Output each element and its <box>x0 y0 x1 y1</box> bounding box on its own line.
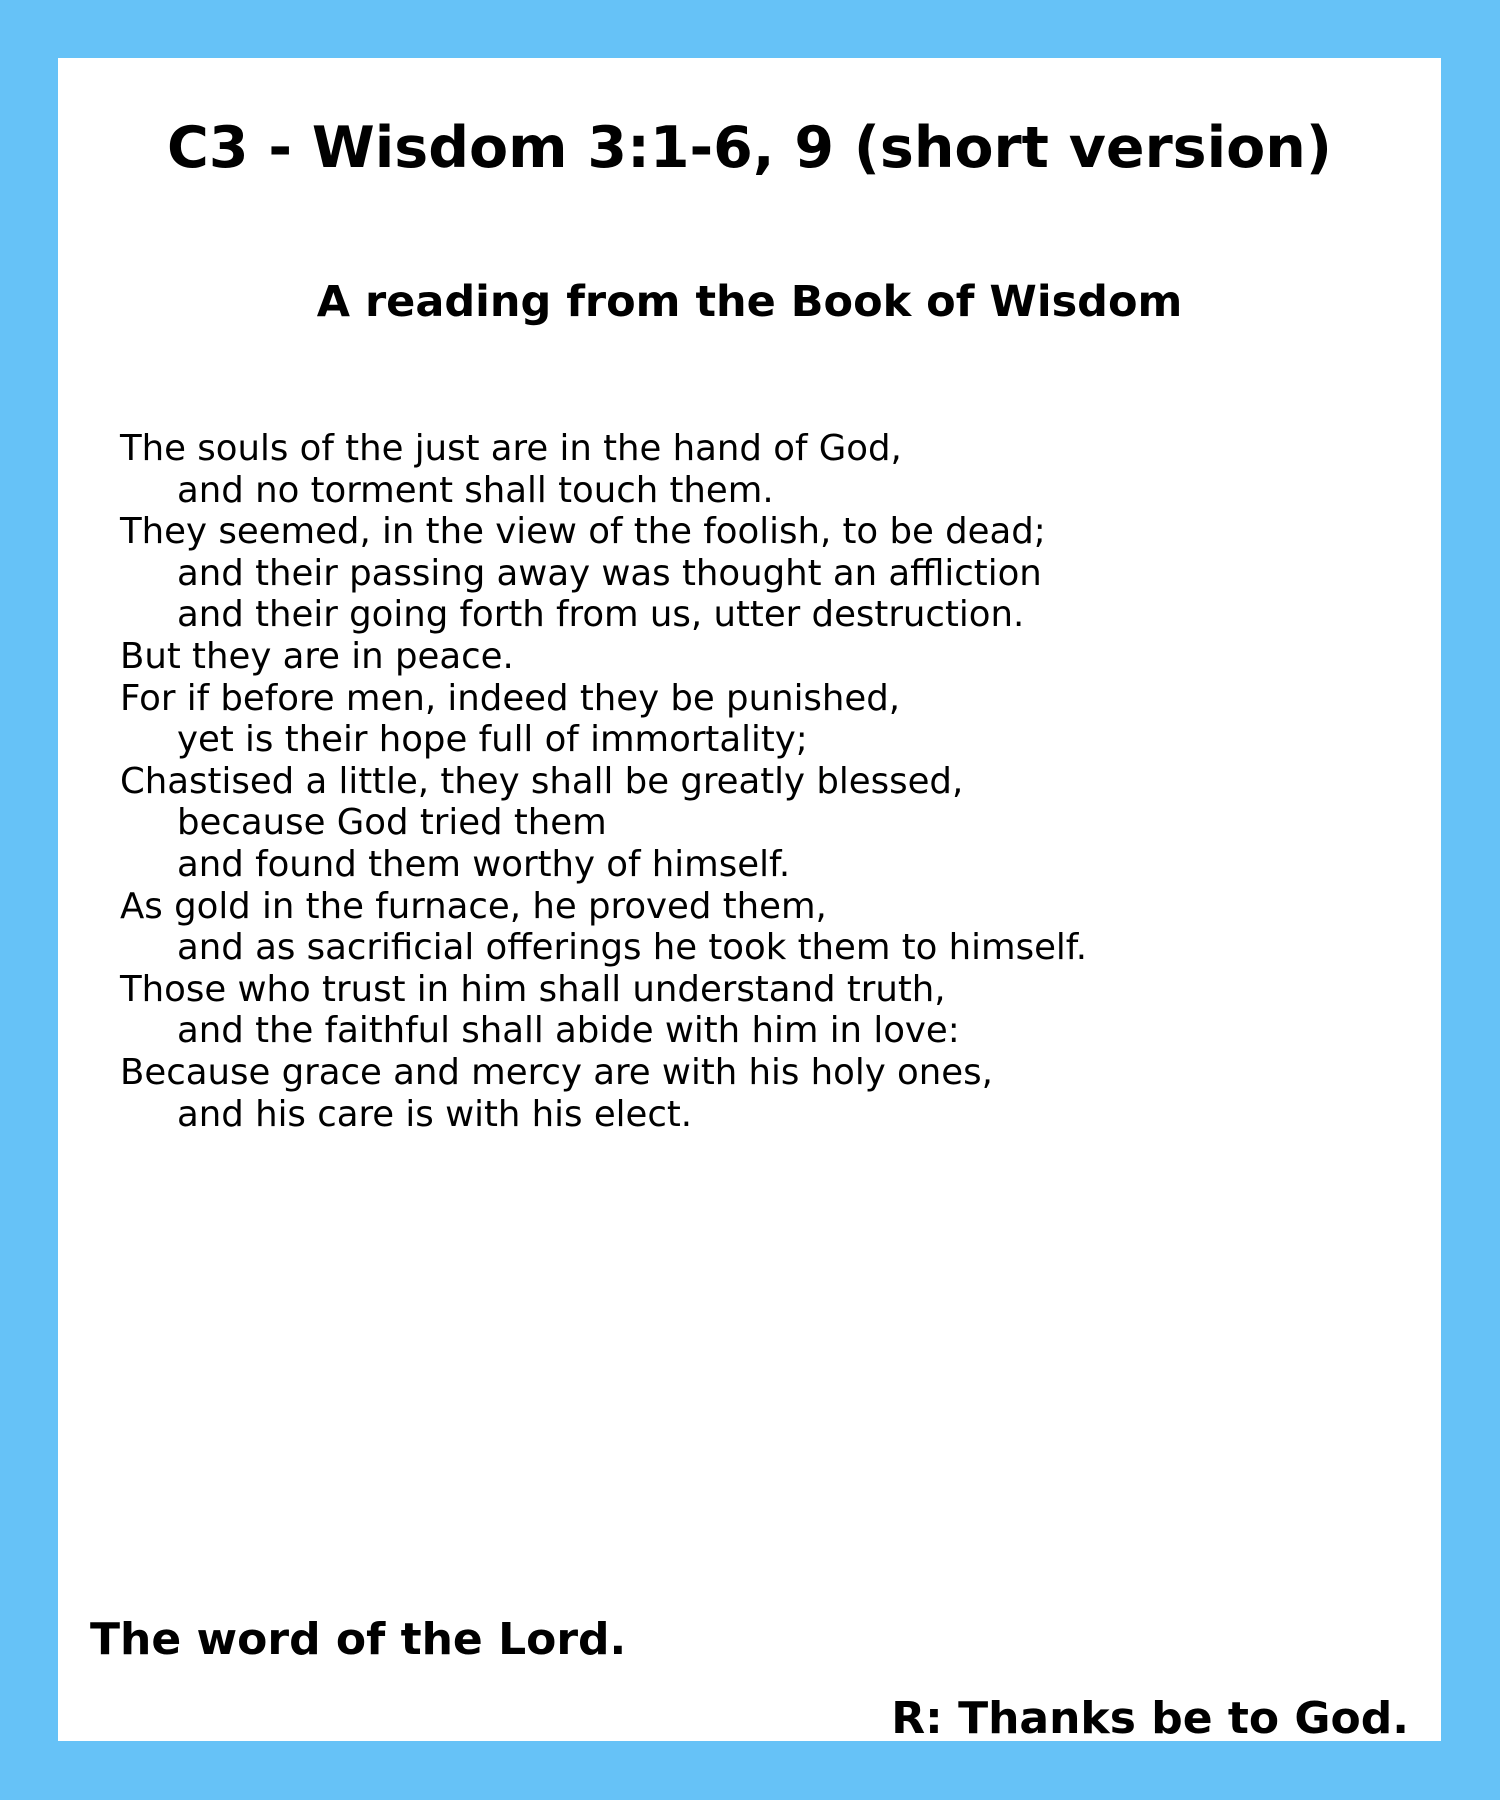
passage-line: because God tried them <box>177 802 607 844</box>
passage-line: Chastised a little, they shall be greatly blessed, <box>120 760 964 802</box>
passage-line: They seemed, in the view of the foolish, to be dead; <box>120 511 1046 553</box>
passage-line: and no torment shall touch them. <box>177 469 774 511</box>
reading-subtitle: A reading from the Book of Wisdom <box>316 277 1183 327</box>
reading-card <box>58 58 1441 1744</box>
passage-line: As gold in the furnace, he proved them, <box>120 885 827 927</box>
passage-line: For if before men, indeed they be punished, <box>120 677 901 719</box>
passage-line: and the faithful shall abide with him in love: <box>177 1010 960 1052</box>
passage-line: and his care is with his elect. <box>177 1093 693 1135</box>
passage-line: and their passing away was thought an affliction <box>177 552 1042 594</box>
response-line: R: Thanks be to God. <box>891 1693 1409 1744</box>
page-title: C3 - Wisdom 3:1-6, 9 (short version) <box>167 115 1332 181</box>
passage-line: Because grace and mercy are with his holy ones, <box>120 1051 993 1093</box>
passage-line: and as sacrificial offerings he took them to himself. <box>177 927 1087 969</box>
scripture-passage <box>120 428 1400 1135</box>
passage-line: and their going forth from us, utter destruction. <box>177 594 1025 636</box>
passage-line: yet is their hope full of immortality; <box>177 719 808 761</box>
passage-line: Those who trust in him shall understand truth, <box>120 968 946 1010</box>
closing-acclamation: The word of the Lord. <box>90 1614 627 1665</box>
passage-line: But they are in peace. <box>120 635 514 677</box>
passage-line: The souls of the just are in the hand of God, <box>120 428 902 469</box>
passage-line: and found them worthy of himself. <box>177 843 791 885</box>
